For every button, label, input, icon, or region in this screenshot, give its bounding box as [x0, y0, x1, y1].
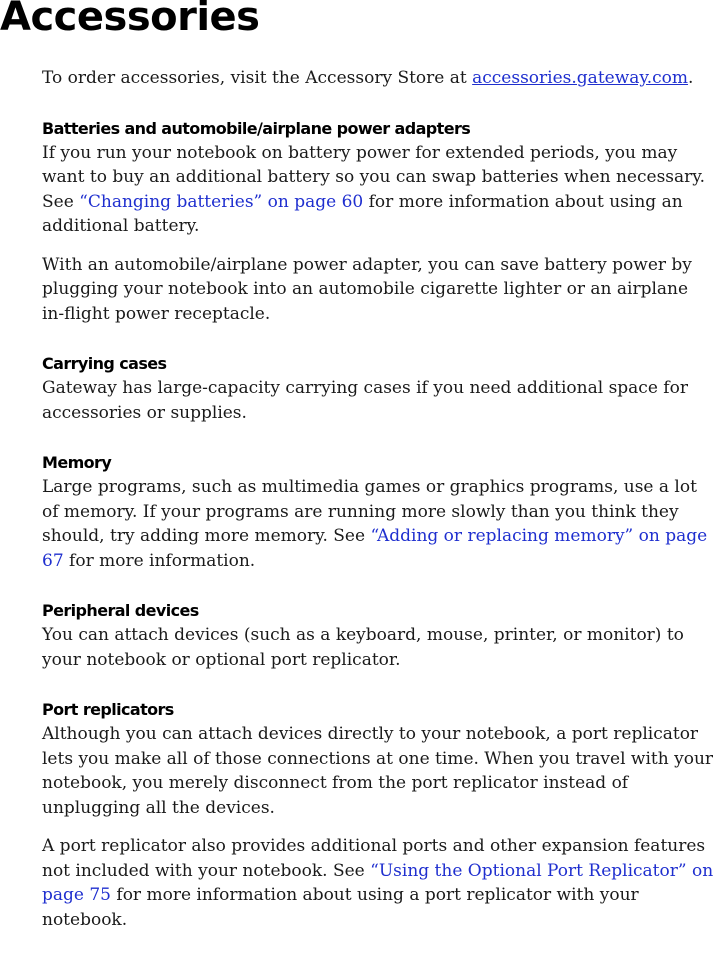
port-replicator-xref-link[interactable]: “Using the Optional Port Replicator” on page 75 [42, 860, 714, 905]
section-paragraph: Although you can attach devices directly to your notebook, a port replicator lets you make all of those connections at one time. When you travel with your notebook, you merely disconnect from the port replicator instead of unplugging all the devices. [42, 724, 714, 818]
intro-paragraph [42, 66, 714, 91]
section-paragraph: You can attach devices (such as a keyboard, mouse, printer, or monitor) to your notebook or optional port replicator. [42, 625, 684, 670]
changing-batteries-xref-link[interactable]: “Changing batteries” on page 60 [79, 191, 364, 212]
page-title: Accessories [0, 0, 260, 40]
section-paragraph [42, 141, 714, 239]
section-paragraph: Gateway has large-capacity carrying cases if you need additional space for accessories or supplies. [42, 378, 688, 423]
section-heading: Batteries and automobile/airplane power adapters [42, 118, 471, 138]
adding-memory-xref-link[interactable]: “Adding or replacing memory” on page 67 [42, 526, 708, 571]
section-port-replicators [42, 700, 714, 932]
accessory-store-link[interactable]: accessories.gateway.com [472, 68, 689, 88]
paragraph-text: A port replicator also provides additional ports and other expansion features not included with your notebook. See [42, 836, 706, 881]
paragraph-text: Large programs, such as multimedia games or graphics programs, use a lot of memory. If your programs are running more slowly than you think they should, try adding more memory. See [42, 477, 697, 546]
section-memory [42, 453, 714, 573]
paragraph-text: for more information about using an additional battery. [42, 191, 683, 236]
section-paragraph: With an automobile/airplane power adapter, you can save battery power by plugging your notebook into an automobile cigarette lighter or an airplane in-flight power receptacle. [42, 254, 692, 324]
intro-text: To order accessories, visit the Accessory Store at [42, 68, 473, 88]
paragraph-text: for more information. [63, 550, 256, 571]
section-batteries [42, 119, 714, 327]
intro-text-end: . [688, 68, 694, 88]
section-heading: Port replicators [42, 700, 174, 719]
section-peripheral-devices [42, 601, 714, 672]
section-heading: Peripheral devices [42, 601, 199, 620]
section-paragraph [42, 834, 714, 932]
section-paragraph [42, 475, 714, 573]
document-body [42, 66, 714, 960]
paragraph-text: If you run your notebook on battery power for extended periods, you may want to buy an additional battery so you can swap batteries when necessary. See [42, 142, 706, 212]
section-carrying-cases [42, 354, 714, 425]
section-heading: Memory [42, 453, 112, 472]
paragraph-text: for more information about using a port replicator with your notebook. [42, 885, 639, 930]
section-heading: Carrying cases [42, 354, 167, 373]
